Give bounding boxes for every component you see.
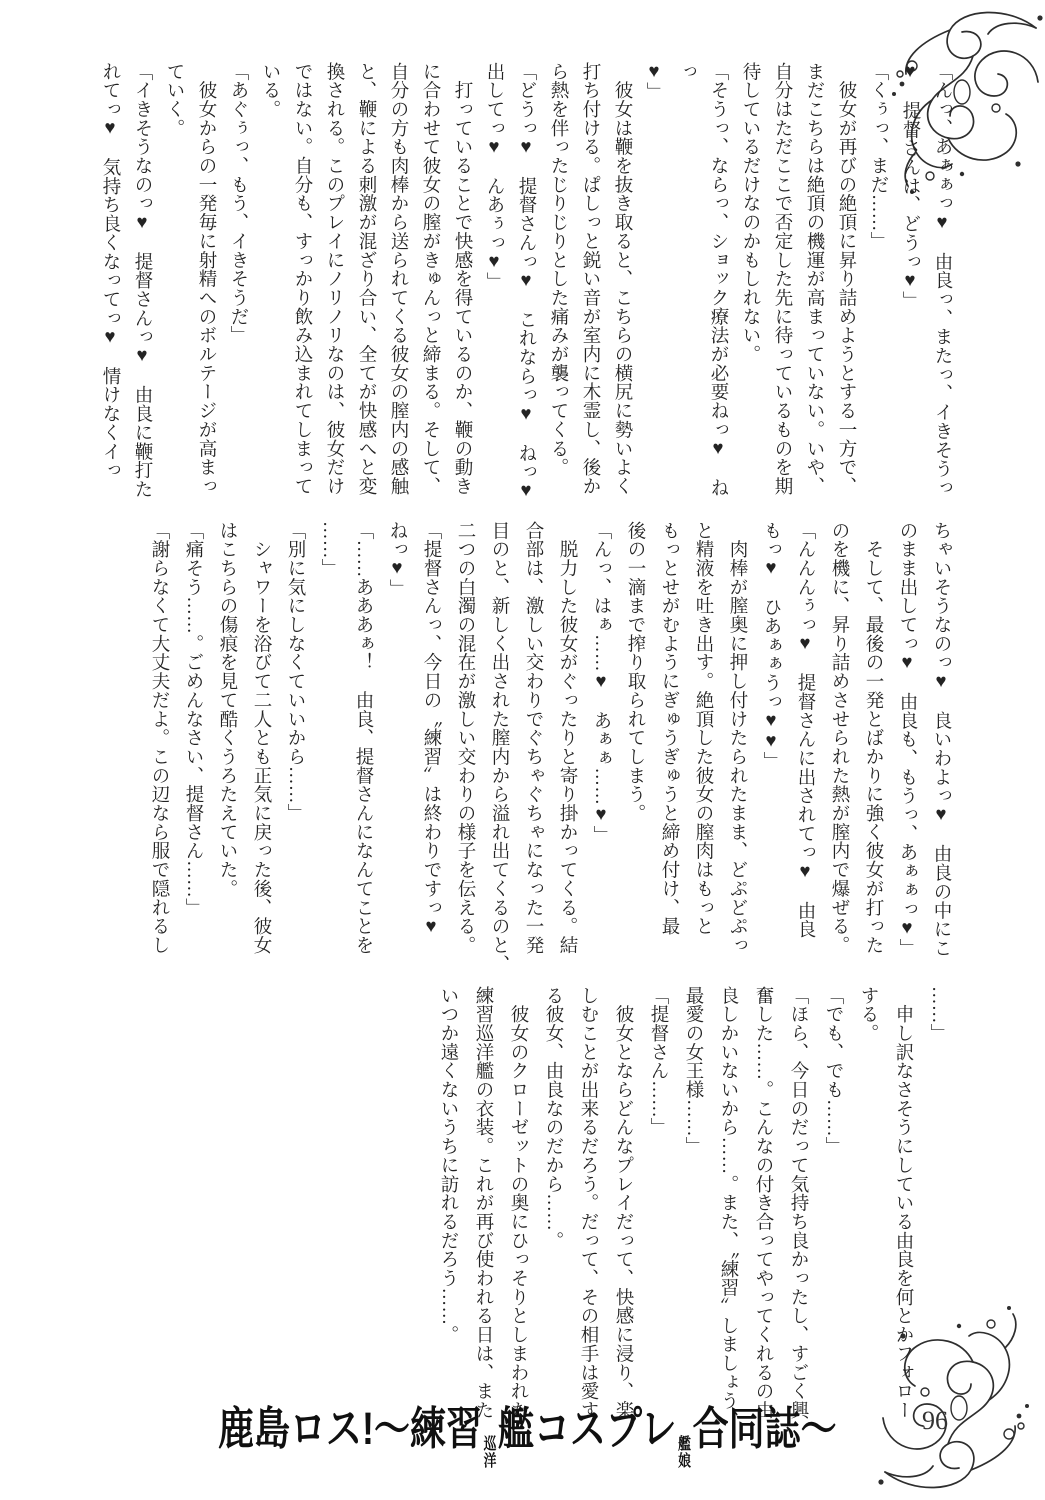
text-column: いる。 xyxy=(260,62,280,119)
text-column: 良しかいないから……。また、〝練習〟しましょう、 xyxy=(718,986,738,1430)
text-column: 二つの白濁の混在が激しい交わりの様子を伝える。 xyxy=(455,521,475,955)
text-column: はこちらの傷痕を見て酷くうろたえていた。 xyxy=(217,521,237,898)
text-column: 彼女は鞭を抜き取ると、こちらの横尻に勢いよく xyxy=(612,62,632,496)
text-column: れてっ♥ 気持ち良くなってっ♥ 情けなくイっ xyxy=(100,62,120,480)
text-column: 「謝らなくて大丈夫だよ。この辺なら服で隠れるし xyxy=(149,521,169,955)
text-column: ちゃいそうなのっ♥ 良いわよっ♥ 由良の中にこ xyxy=(931,521,951,958)
text-column: 最愛の女王様……」 xyxy=(683,986,703,1156)
text-column: 「んっ、あぁぁっ♥ 由良っ、またっ、イきそうっ xyxy=(932,62,952,498)
text-column: ……」 xyxy=(319,521,339,578)
text-column: そして、最後の一発とばかりに強く彼女が打った xyxy=(863,521,883,955)
text-column: 「イきそうなのっ♥ 提督さんっ♥ 由良に鞭打た xyxy=(132,62,152,499)
book-title-part1: 鹿島ロス!～練習 xyxy=(218,1403,482,1454)
text-column: ねっ♥」 xyxy=(387,521,407,598)
text-column: 自分の方も肉棒から送られてくる彼女の膣内の感触 xyxy=(388,62,408,496)
text-column: ♥ 提督さんは、どうっ♥」 xyxy=(900,62,920,311)
text-column: と、鞭による刺激が混ざり合い、全てが快感へと変 xyxy=(356,62,376,496)
text-column: 「提督さん……」 xyxy=(648,986,668,1137)
page-number: 96 xyxy=(922,1406,948,1435)
text-column: 彼女からの一発毎に射精へのボルテージが高まっ xyxy=(196,62,216,496)
text-column: 「んんんぅっ♥ 提督さんに出されてっ♥ 由良 xyxy=(795,521,815,939)
text-column: のを機に、昇り詰めさせられた熱が膣内で爆ぜる。 xyxy=(829,521,849,955)
text-column: 「そうっ、ならっ、ショック療法が必要ねっ♥ ねっ xyxy=(676,62,728,498)
text-column: する。 xyxy=(858,986,878,1043)
text-column: 「痛そう……。ごめんなさい、提督さん……」 xyxy=(183,521,203,917)
text-column: 練習巡洋艦の衣装。これが再び使われる日は、また xyxy=(473,986,493,1420)
book-title-small-char: 娘 xyxy=(678,1452,691,1470)
text-column: 自分はただここで否定した先に待っているものを期 xyxy=(772,62,792,496)
text-column: 「……あああぁ！ 由良、提督さんになんてことを xyxy=(353,521,373,955)
text-column: まだこちらは絶頂の機運が高まっていない。いや、 xyxy=(804,62,824,496)
text-column: 「あぐぅっ、もう、イきそうだ」 xyxy=(228,62,248,345)
book-title-small-char: 洋 xyxy=(483,1452,497,1470)
text-column: 後の一滴まで搾り取られてしまう。 xyxy=(625,521,645,823)
text-column: ら熱を伴ったじりじりとした痛みが襲ってくる。 xyxy=(548,62,568,477)
text-column: 「別に気にしなくていいから……」 xyxy=(285,521,305,823)
text-column: いつか遠くないうちに訪れるだろう……。 xyxy=(438,986,458,1345)
text-column: 換される。このプレイにノリノリなのは、彼女だけ xyxy=(324,62,344,496)
text-column: もっ♥ ひあぁぁうっ♥♥」 xyxy=(761,521,781,771)
vertical-text-band-top xyxy=(94,62,958,510)
text-column: 目のと、新しく出された膣内から溢れ出てくるのと、 xyxy=(489,521,509,974)
text-column: ♥」 xyxy=(644,62,664,102)
text-column: 「でも、でも……」 xyxy=(823,986,843,1156)
text-column: ……」 xyxy=(928,986,948,1043)
book-title-small-char: 艦 xyxy=(678,1436,691,1453)
text-column: 彼女とならどんなプレイだって、快感に浸り、楽 xyxy=(613,986,633,1420)
text-column: 「ほら、今日のだって気持ち良かったし、すごく興 xyxy=(788,986,808,1420)
text-column: 出してっ♥ んあぅっ♥」 xyxy=(484,62,504,292)
text-column: る彼女、由良なのだから……。 xyxy=(543,986,563,1250)
text-column: 待しているだけなのかもしれない。 xyxy=(740,62,760,364)
vertical-text-band-bottom xyxy=(430,986,955,1442)
text-column: 申し訳なさそうにしている由良を何とかフォロー xyxy=(893,986,913,1420)
text-column: ていく。 xyxy=(164,62,184,138)
text-column: 打ち付ける。ぱしっと鋭い音が室内に木霊し、後か xyxy=(580,62,600,496)
text-column: 彼女のクローゼットの奥にひっそりとしまわれた xyxy=(508,986,528,1420)
vertical-text-band-middle xyxy=(142,521,958,975)
text-column: 「くぅっ、まだ……」 xyxy=(868,62,888,251)
book-title-part3: 合同誌～ xyxy=(692,1403,837,1454)
text-column: 「どうっ♥ 提督さんっ♥ これならっ♥ ねっ♥ xyxy=(516,62,536,502)
text-column: 肉棒が膣奥に押し付けたられたまま、どぷどぷっ xyxy=(727,521,747,955)
text-column: 脱力した彼女がぐったりと寄り掛かってくる。結 xyxy=(557,521,577,955)
book-title-small-char: 巡 xyxy=(483,1436,497,1453)
text-column: のまま出してっ♥ 由良も、もうっ、あぁぁっ♥」 xyxy=(897,521,917,958)
book-title-small-chars-kanmusu xyxy=(678,1437,691,1471)
text-column: 奮した……。こんなの付き合ってやってくれるの由 xyxy=(753,986,773,1420)
text-column: ではない。自分も、すっかり飲み込まれてしまって xyxy=(292,62,312,496)
text-column: しむことが出来るだろう。だって、その相手は愛す xyxy=(578,986,598,1420)
text-column: 合部は、激しい交わりでぐちゃぐちゃになった一発 xyxy=(523,521,543,955)
text-column: 打っていることで快感を得ているのか、鞭の動き xyxy=(452,62,472,496)
book-title xyxy=(218,1402,837,1471)
book-title-part2: 艦コスプレ xyxy=(498,1403,677,1454)
text-column: と精液を吐き出す。絶頂した彼女の膣肉はもっと xyxy=(693,521,713,936)
book-title-small-chars-junyou xyxy=(484,1437,497,1471)
text-column: シャワーを浴びて二人とも正気に戻った後、彼女 xyxy=(251,521,271,955)
text-column: 「提督さんっ、今日の〝練習〟は終わりですっ♥ xyxy=(421,521,441,938)
text-column: 「んっ、はぁ……♥ あぁぁ……♥」 xyxy=(591,521,611,845)
text-column: 彼女が再びの絶頂に昇り詰めようとする一方で、 xyxy=(836,62,856,496)
text-column: に合わせて彼女の膣がきゅんっと締まる。そして、 xyxy=(420,62,440,496)
text-column: もっとせがむようにぎゅうぎゅうと締め付け、最 xyxy=(659,521,679,936)
